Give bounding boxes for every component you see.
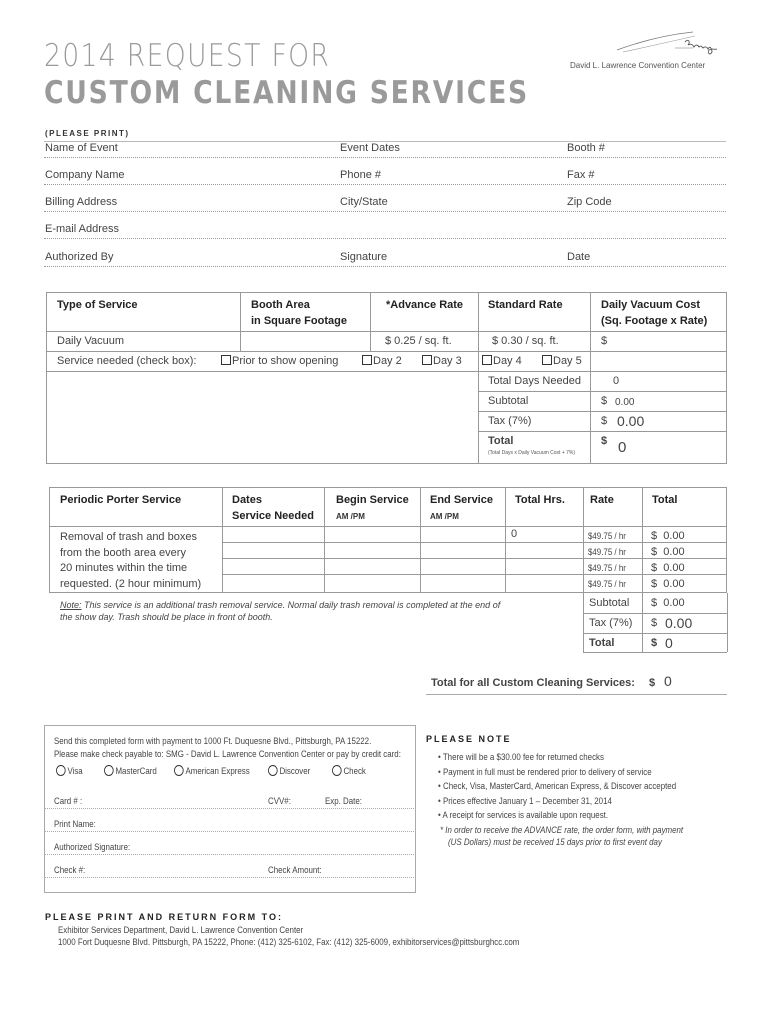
checkbox-icon <box>482 355 492 365</box>
fax-field[interactable]: Fax # <box>567 169 595 181</box>
standard-rate-header: Standard Rate <box>488 299 563 311</box>
dates-header-sub: Service Needed <box>232 510 314 522</box>
porter-tax-label: Tax (7%) <box>589 617 633 629</box>
rate-row-1: $49.75 / hr <box>588 531 626 541</box>
begin-service-header: Begin Service <box>336 494 409 506</box>
list-item: • Prices effective January 1 – December 31, 2014 <box>438 795 612 806</box>
vacuum-total-note: (Total Days x Daily Vacuum Cost + 7%) <box>488 450 576 456</box>
exp-date-field[interactable]: Exp. Date: <box>325 796 362 806</box>
list-item: • Check, Visa, MasterCard, American Express, & Discover accepted <box>438 781 677 791</box>
pittsburgh-logo-icon <box>615 28 730 61</box>
dates-header: Dates <box>232 494 262 506</box>
total-days-value[interactable]: 0 <box>613 375 620 387</box>
day-3-checkbox[interactable]: Day 3 <box>422 355 462 367</box>
vacuum-total-label: Total <box>488 435 514 447</box>
booth-number-field[interactable]: Booth # <box>567 142 605 154</box>
payment-address-line: Send this completed form with payment to 1000 Ft. Duquesne Blvd., Pittsburgh, PA 15222. <box>54 736 372 746</box>
authorized-signature-field[interactable]: Authorized Signature: <box>54 842 131 852</box>
list-item: • A receipt for services is available upon request. <box>438 810 609 820</box>
name-of-event-field[interactable]: Name of Event <box>45 142 118 154</box>
print-name-field[interactable]: Print Name: <box>54 819 96 829</box>
vacuum-tax-value[interactable]: 0.00 <box>617 413 645 429</box>
convention-center-name: David L. Lawrence Convention Center <box>570 61 706 70</box>
rate-row-3: $49.75 / hr <box>588 563 626 573</box>
vacuum-total-dollar: $ <box>601 435 608 447</box>
total-row-4[interactable]: $ 0.00 <box>651 578 685 590</box>
service-needed-label: Service needed (check box): <box>57 355 197 367</box>
billing-address-field[interactable]: Billing Address <box>45 196 118 208</box>
grand-total-label: Total for all Custom Cleaning Services: <box>431 677 635 689</box>
rate-header: Rate <box>590 494 614 506</box>
authorized-by-field[interactable]: Authorized By <box>45 251 114 263</box>
radio-icon <box>56 765 66 776</box>
check-radio[interactable]: Check <box>332 765 366 776</box>
rate-row-2: $49.75 / hr <box>588 547 626 557</box>
date-field[interactable]: Date <box>567 251 591 263</box>
checkbox-icon <box>542 355 552 365</box>
porter-tax-value[interactable]: 0.00 <box>665 615 693 631</box>
advance-rate-note-2: (US Dollars) must be received 15 days prior to first event day <box>448 837 662 847</box>
form-title-line1: 2014 REQUEST FOR <box>44 38 331 74</box>
porter-tax-dollar: $ <box>651 617 658 629</box>
vacuum-subtotal-value[interactable]: 0.00 <box>615 397 635 408</box>
porter-total-label: Total <box>589 637 615 649</box>
begin-ampm-label: AM /PM <box>336 512 365 521</box>
signature-field[interactable]: Signature <box>340 251 388 263</box>
check-number-field[interactable]: Check #: <box>54 865 86 875</box>
radio-icon <box>268 765 278 776</box>
checkbox-icon <box>362 355 372 365</box>
vacuum-tax-dollar: $ <box>601 415 608 427</box>
total-header: Total <box>652 494 678 506</box>
porter-subtotal-label: Subtotal <box>589 597 630 609</box>
grand-total-dollar: $ <box>649 677 656 689</box>
day-4-checkbox[interactable]: Day 4 <box>482 355 522 367</box>
company-name-field[interactable]: Company Name <box>45 169 125 181</box>
total-hours-header: Total Hrs. <box>515 494 565 506</box>
please-print-label: (PLEASE PRINT) <box>45 129 130 138</box>
return-address-line2: 1000 Fort Duquesne Blvd. Pittsburgh, PA 15222, Phone: (412) 325-6102, Fax: (412) 325-6009, exhibitorservices@pittsburghcc.com <box>58 937 520 947</box>
daily-vacuum-label: Daily Vacuum <box>57 335 125 347</box>
type-of-service-header: Type of Service <box>57 299 138 311</box>
vacuum-tax-label: Tax (7%) <box>488 415 532 427</box>
porter-description: Removal of trash and boxes from the booth area every 20 minutes within the time requested. (2 hour minimum) <box>60 531 202 590</box>
prior-to-show-checkbox[interactable]: Prior to show opening <box>221 355 338 367</box>
vacuum-subtotal-dollar: $ <box>601 395 608 407</box>
radio-icon <box>332 765 342 776</box>
vacuum-subtotal-label: Subtotal <box>488 395 529 407</box>
form-title-line2: CUSTOM CLEANING SERVICES <box>44 75 529 111</box>
booth-area-header: Booth Area <box>251 299 310 311</box>
payment-payable-line: Please make check payable to: SMG - David L. Lawrence Convention Center or pay by credit card: <box>54 749 401 759</box>
standard-rate-value: $ 0.30 / sq. ft. <box>492 335 559 347</box>
vacuum-total-value[interactable]: 0 <box>618 439 627 456</box>
total-days-label: Total Days Needed <box>488 375 581 387</box>
event-dates-field[interactable]: Event Dates <box>340 142 400 154</box>
return-address-line1: Exhibitor Services Department, David L. Lawrence Convention Center <box>58 925 304 935</box>
american-express-radio[interactable]: American Express <box>174 765 250 776</box>
list-item: • Payment in full must be rendered prior to delivery of service <box>438 766 652 777</box>
discover-radio[interactable]: Discover <box>268 765 310 776</box>
please-note-list <box>438 750 709 823</box>
city-state-field[interactable]: City/State <box>340 196 388 208</box>
mastercard-radio[interactable]: MasterCard <box>104 765 157 776</box>
advance-rate-note-1: * In order to receive the ADVANCE rate, the order form, with payment <box>440 825 684 835</box>
daily-vacuum-cost-header: Daily Vacuum Cost <box>601 299 701 311</box>
cvv-field[interactable]: CVV#: <box>268 796 291 806</box>
day-5-checkbox[interactable]: Day 5 <box>542 355 582 367</box>
porter-total-value[interactable]: 0 <box>665 635 673 651</box>
email-field[interactable]: E-mail Address <box>45 223 119 235</box>
day-2-checkbox[interactable]: Day 2 <box>362 355 402 367</box>
booth-area-header-sub: in Square Footage <box>251 315 347 327</box>
end-ampm-label: AM /PM <box>430 512 459 521</box>
radio-icon <box>174 765 184 776</box>
grand-total-value[interactable]: 0 <box>664 673 672 689</box>
advance-rate-value: $ 0.25 / sq. ft. <box>385 335 452 347</box>
please-note-title: PLEASE NOTE <box>426 734 512 744</box>
advance-rate-header: *Advance Rate <box>386 299 464 311</box>
porter-service-header: Periodic Porter Service <box>60 494 182 506</box>
total-row-3[interactable]: $ 0.00 <box>651 562 685 574</box>
checkbox-icon <box>221 355 231 365</box>
total-hours-value[interactable]: 0 <box>511 528 518 540</box>
total-row-2[interactable]: $ 0.00 <box>651 546 685 558</box>
card-number-field[interactable]: Card # : <box>54 796 83 806</box>
total-row-1[interactable]: $ 0.00 <box>651 530 685 542</box>
porter-note: Note: This service is an additional trash removal service. Normal daily trash removal is completed at the end of the show day. Trash should be place in front of booth. <box>60 600 501 622</box>
checkbox-icon <box>422 355 432 365</box>
daily-vacuum-cost-dollar[interactable]: $ <box>601 335 608 347</box>
list-item: • There will be a $30.00 fee for returned checks <box>438 752 604 762</box>
booth-area-input[interactable] <box>250 333 368 349</box>
visa-radio[interactable]: Visa <box>56 765 83 776</box>
daily-vacuum-cost-header-sub: (Sq. Footage x Rate) <box>601 315 708 327</box>
porter-subtotal[interactable]: $ 0.00 <box>651 597 685 609</box>
phone-field[interactable]: Phone # <box>340 169 381 181</box>
radio-icon <box>104 765 114 776</box>
zip-code-field[interactable]: Zip Code <box>567 196 612 208</box>
check-amount-field[interactable]: Check Amount: <box>268 865 322 875</box>
porter-total-dollar: $ <box>651 637 658 649</box>
rate-row-4: $49.75 / hr <box>588 579 626 589</box>
end-service-header: End Service <box>430 494 493 506</box>
return-form-title: PLEASE PRINT AND RETURN FORM TO: <box>45 912 284 922</box>
